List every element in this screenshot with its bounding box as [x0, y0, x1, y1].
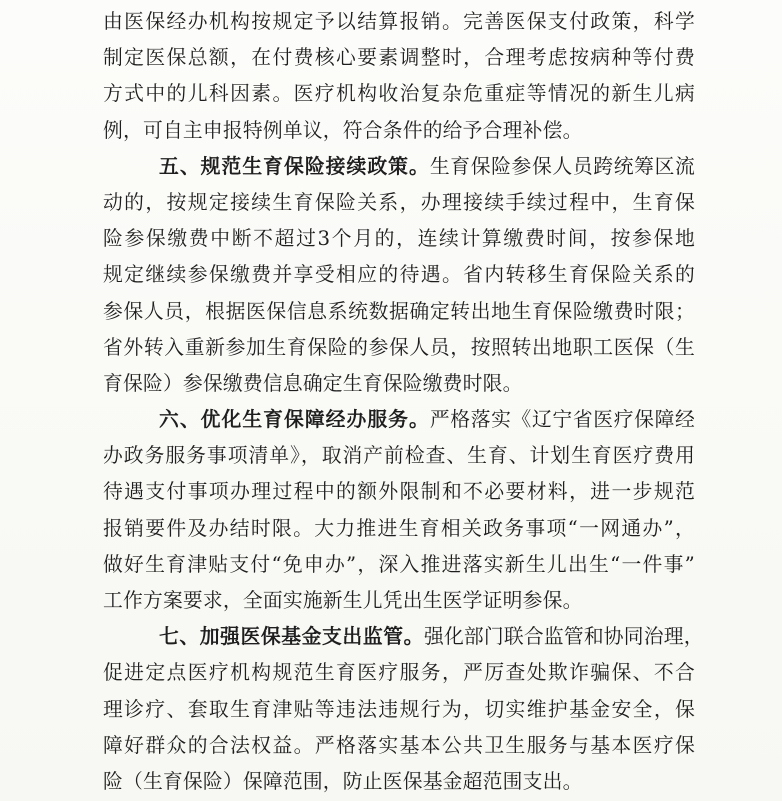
text-line: 省外转入重新参加生育保险的参保人员，按照转出地职工医保（生: [103, 335, 695, 359]
text-line: 制定医保总额，在付费核心要素调整时，合理考虑按病种等付费: [103, 46, 695, 70]
text-line: 理诊疗、套取生育津贴等违法违规行为，切实维护基金安全，保: [103, 697, 695, 721]
section-7-heading: 七、加强医保基金支出监管。: [159, 625, 424, 649]
section-7-first-line: [103, 619, 704, 655]
text-line: 办政务服务事项清单》，取消产前检查、生育、计划生育医疗费用: [103, 444, 695, 468]
text-line: 育保险）参保缴费信息确定生育保险缴费时限。: [103, 371, 523, 395]
text-line: 促进定点医疗机构规范生育医疗服务，严厉查处欺诈骗保、不合: [103, 661, 695, 685]
text-line: 例，可自主申报特例单议，符合条件的给予合理补偿。: [103, 118, 583, 142]
text-line: 由医保经办机构按规定予以结算报销。完善医保支付政策，科学: [103, 10, 695, 33]
text-line: 做好生育津贴支付“免申办”，深入推进落实新生儿出生“一件事”: [103, 552, 695, 576]
section-5-first-line: [103, 149, 695, 185]
section-5-heading: 五、规范生育保险接续政策。: [159, 154, 430, 178]
text-line: 动的，按规定接续生育保险关系，办理接续手续过程中，生育保: [103, 190, 695, 214]
text-line: 方式中的儿科因素。医疗机构收治复杂危重症等情况的新生儿病: [103, 82, 695, 106]
text-line: 险（生育保险）保障范围，防止医保基金超范围支出。: [103, 769, 583, 793]
section-5-first-line-text: 生育保险参保人员跨统筹区流: [429, 154, 695, 178]
text-line: 参保人员，根据医保信息系统数据确定转出地生育保险缴费时限；: [103, 299, 695, 323]
section-6-heading: 六、优化生育保障经办服务。: [159, 408, 430, 432]
text-line: 障好群众的合法权益。严格落实基本公共卫生服务与基本医疗保: [103, 733, 695, 757]
text-line: 规定继续参保缴费并享受相应的待遇。省内转移生育保险关系的: [103, 263, 695, 287]
section-7-first-line-text: 强化部门联合监管和协同治理，: [423, 625, 704, 649]
text-line: 待遇支付事项办理过程中的额外限制和不必要材料，进一步规范: [103, 480, 695, 504]
section-6-first-line-text: 严格落实《辽宁省医疗保障经: [429, 408, 695, 432]
section-6-first-line: [103, 402, 695, 438]
document-body: [103, 4, 704, 800]
text-line: 险参保缴费中断不超过3个月的，连续计算缴费时间，按参保地: [103, 227, 695, 251]
text-line: 报销要件及办结时限。大力推进生育相关政务事项“一网通办”，: [103, 516, 695, 540]
text-line: 工作方案要求，全面实施新生儿凭出生医学证明参保。: [103, 589, 583, 612]
